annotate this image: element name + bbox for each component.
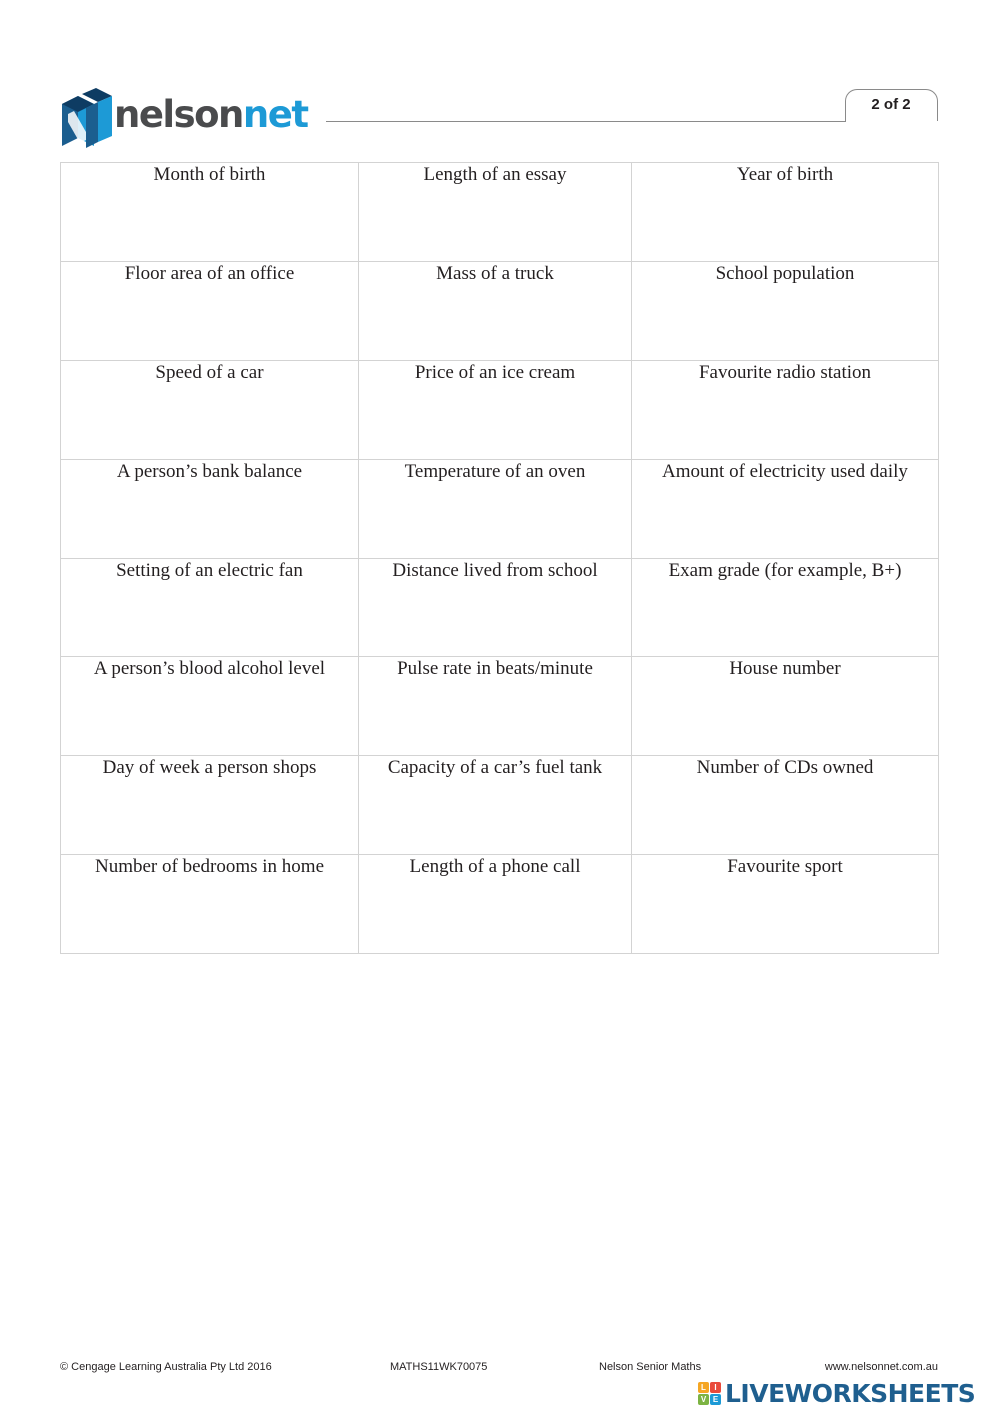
variable-cards-table (60, 162, 939, 954)
footer-code: MATHS11WK70075 (390, 1361, 488, 1373)
footer-copyright: © Cengage Learning Australia Pty Ltd 2016 (60, 1361, 272, 1373)
card-cell: Distance lived from school (359, 558, 632, 657)
table-row (61, 756, 939, 855)
table-row (61, 855, 939, 954)
liveworksheets-watermark (698, 1379, 994, 1409)
lw-icon-tile: L (698, 1382, 709, 1393)
table-row (61, 163, 939, 262)
card-cell: House number (632, 657, 939, 756)
card-cell: A person’s blood alcohol level (61, 657, 359, 756)
card-cell: Exam grade (for example, B+) (632, 558, 939, 657)
card-cell: Mass of a truck (359, 261, 632, 360)
footer-website: www.nelsonnet.com.au (824, 1361, 938, 1373)
page-indicator: 2 of 2 (871, 96, 911, 113)
card-cell: Temperature of an oven (359, 459, 632, 558)
card-cell: Year of birth (632, 163, 939, 262)
nelsonnet-cube-icon (58, 88, 114, 148)
card-cell: Pulse rate in beats/minute (359, 657, 632, 756)
card-cell: Speed of a car (61, 360, 359, 459)
card-cell: Favourite sport (632, 855, 939, 954)
card-cell: Length of a phone call (359, 855, 632, 954)
card-cell: A person’s bank balance (61, 459, 359, 558)
liveworksheets-text: LIVEWORKSHEETS (725, 1379, 976, 1408)
card-cell: Amount of electricity used daily (632, 459, 939, 558)
cards-body (61, 163, 939, 954)
card-cell: Number of CDs owned (632, 756, 939, 855)
card-cell: Price of an ice cream (359, 360, 632, 459)
footer-series: Nelson Senior Maths (599, 1361, 702, 1373)
table-row (61, 261, 939, 360)
card-cell: Capacity of a car’s fuel tank (359, 756, 632, 855)
table-row (61, 657, 939, 756)
lw-icon-tile: I (710, 1382, 721, 1393)
nelsonnet-logo (58, 88, 328, 148)
lw-icon-tile: V (698, 1394, 709, 1405)
table-row (61, 558, 939, 657)
card-cell: Favourite radio station (632, 360, 939, 459)
card-cell: Month of birth (61, 163, 359, 262)
card-cell: School population (632, 261, 939, 360)
logo-wordmark: nelsonnet (114, 93, 308, 136)
lw-icon-tile: E (710, 1394, 721, 1405)
card-cell: Length of an essay (359, 163, 632, 262)
table-row (61, 459, 939, 558)
liveworksheets-icon (698, 1382, 722, 1406)
card-cell: Number of bedrooms in home (61, 855, 359, 954)
table-row (61, 360, 939, 459)
card-cell: Day of week a person shops (61, 756, 359, 855)
card-cell: Floor area of an office (61, 261, 359, 360)
card-cell: Setting of an electric fan (61, 558, 359, 657)
header-rule (326, 121, 846, 122)
